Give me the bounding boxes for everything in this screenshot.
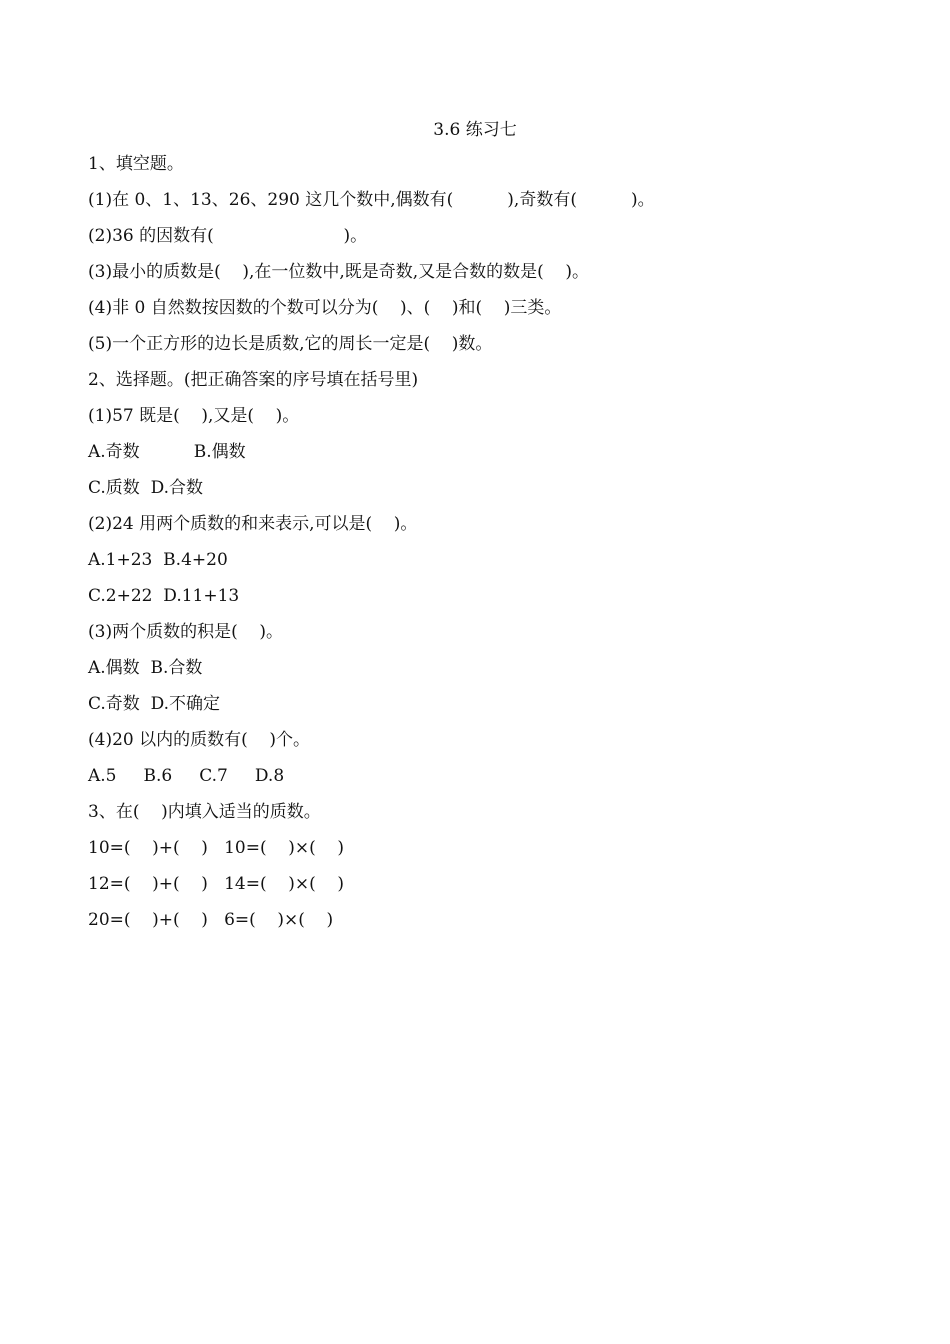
question-2-1-options-ab: A.奇数 B.偶数 — [88, 442, 246, 462]
worksheet-body — [88, 152, 928, 944]
question-2-3-options-ab: A.偶数 B.合数 — [88, 658, 203, 678]
question-1-1: (1)在 0、1、13、26、290 这几个数中,偶数有( ),奇数有( )。 — [88, 190, 655, 210]
section-3-heading: 3、在( )内填入适当的质数。 — [88, 802, 321, 822]
question-2-4-options: A.5 B.6 C.7 D.8 — [88, 766, 285, 786]
question-2-3: (3)两个质数的积是( )。 — [88, 622, 283, 642]
question-1-4: (4)非 0 自然数按因数的个数可以分为( )、( )和( )三类。 — [88, 298, 562, 318]
page-title: 3.6 练习七 — [433, 120, 517, 140]
equation-row-1: 10=( )+( ) 10=( )×( ) — [88, 838, 344, 858]
question-2-1: (1)57 既是( ),又是( )。 — [88, 406, 300, 426]
section-2-heading: 2、选择题。(把正确答案的序号填在括号里) — [88, 370, 419, 390]
question-2-4: (4)20 以内的质数有( )个。 — [88, 730, 310, 750]
equation-row-3: 20=( )+( ) 6=( )×( ) — [88, 910, 334, 930]
question-2-2-options-cd: C.2+22 D.11+13 — [88, 586, 240, 606]
equation-row-2: 12=( )+( ) 14=( )×( ) — [88, 874, 344, 894]
question-1-2: (2)36 的因数有( )。 — [88, 226, 368, 246]
question-2-1-options-cd: C.质数 D.合数 — [88, 478, 204, 498]
question-2-2: (2)24 用两个质数的和来表示,可以是( )。 — [88, 514, 418, 534]
question-1-3: (3)最小的质数是( ),在一位数中,既是奇数,又是合数的数是( )。 — [88, 262, 590, 282]
question-1-5: (5)一个正方形的边长是质数,它的周长一定是( )数。 — [88, 334, 493, 354]
question-2-3-options-cd: C.奇数 D.不确定 — [88, 694, 221, 714]
question-2-2-options-ab: A.1+23 B.4+20 — [88, 550, 228, 570]
section-1-heading: 1、填空题。 — [88, 154, 184, 174]
